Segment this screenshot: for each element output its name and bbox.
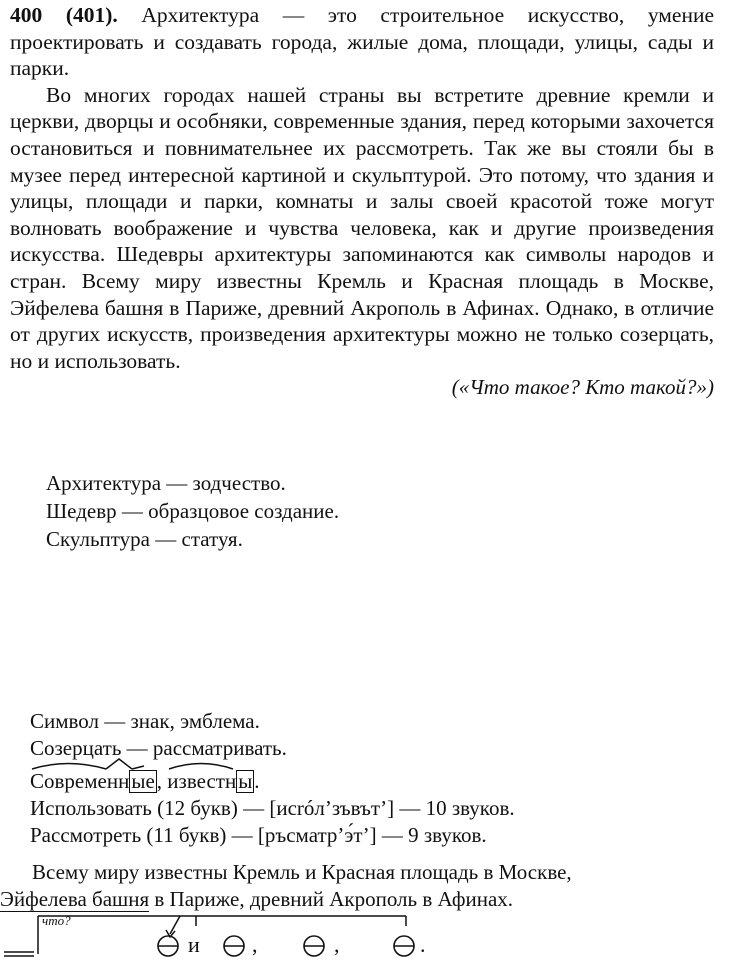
- parsed-sentence: [0, 859, 720, 913]
- sentence-line-2: Эйфелева башня в Париже, древний Акрополь в Афинах.: [0, 887, 514, 911]
- glossary-item: Архитектура — зодчество.: [46, 471, 286, 495]
- source-citation: («Что такое? Кто такой?»): [451, 375, 714, 400]
- scheme-conjunction: и: [188, 932, 200, 957]
- morph-word-known: известны: [167, 762, 254, 795]
- paragraph-1-text: Архитектура — это строительное искусство, умение проектировать и создавать города, жилые дома, площади, улицы, сады и парки.: [10, 3, 715, 81]
- subject-underlined: Эйфелева башня: [0, 887, 150, 911]
- scheme-comma: ,: [334, 932, 340, 957]
- ending-box: ы: [238, 769, 253, 793]
- exercise-paragraph-2: Во многих городах нашей страны вы встретите древние кремли и церкви, дворцы и особняки, современные здания, перед которыми захочется остановиться и повнимательнее их рассмотреть. Так же вы стояли бы в музее перед интересной картиной и скульптурой. Это потому, что здания и улицы, площади и парки, комнаты и залы своей красотой тоже могут волновать воображение и чувства человека, как и другие произведения искусства. Шедевры архитектуры запоминаются как символы народов и стран. Всему миру известны Кремль и Красная площадь в Москве, Эйфелева башня в Париже, древний Акрополь в Афинах. Однако, в отличие от других искусств, произведения архитектуры можно не только созерцать, но и использовать.: [10, 82, 714, 373]
- exercise-paragraph-1: [10, 2, 714, 82]
- sentence-scheme: [0, 910, 460, 964]
- root-arc-icon: [167, 758, 257, 770]
- glossary-item: Шедевр — образцовое создание.: [46, 499, 340, 523]
- answer-contemplate: Созерцать — рассматривать.: [30, 736, 287, 760]
- morpheme-arcs-icon: [30, 758, 150, 770]
- scheme-dot: .: [420, 932, 426, 957]
- answer-symbol: Символ — знак, эмблема.: [30, 709, 260, 733]
- morpheme-analysis: Современные, известны.: [30, 762, 515, 795]
- glossary: [46, 469, 339, 553]
- ending-box: ые: [131, 769, 155, 793]
- sentence-line-1: Всему миру известны Кремль и Красная площадь в Москве,: [32, 860, 572, 884]
- glossary-item: Скульптура — статуя.: [46, 527, 243, 551]
- phonetic-analysis-2: Рассмотреть (11 букв) — [ръсматр’э́т’] — 9 звуков.: [30, 823, 487, 847]
- exercise-number: 400 (401).: [10, 3, 118, 27]
- scheme-question: что?: [42, 913, 71, 928]
- morph-word-modern: Современные: [30, 762, 157, 795]
- exercise-text: [10, 2, 714, 401]
- phonetic-analysis-1: Использовать (12 букв) — [исróл’зъвът’] — 10 звуков.: [30, 796, 515, 820]
- scheme-comma: ,: [252, 932, 258, 957]
- handwritten-answers: [30, 708, 515, 849]
